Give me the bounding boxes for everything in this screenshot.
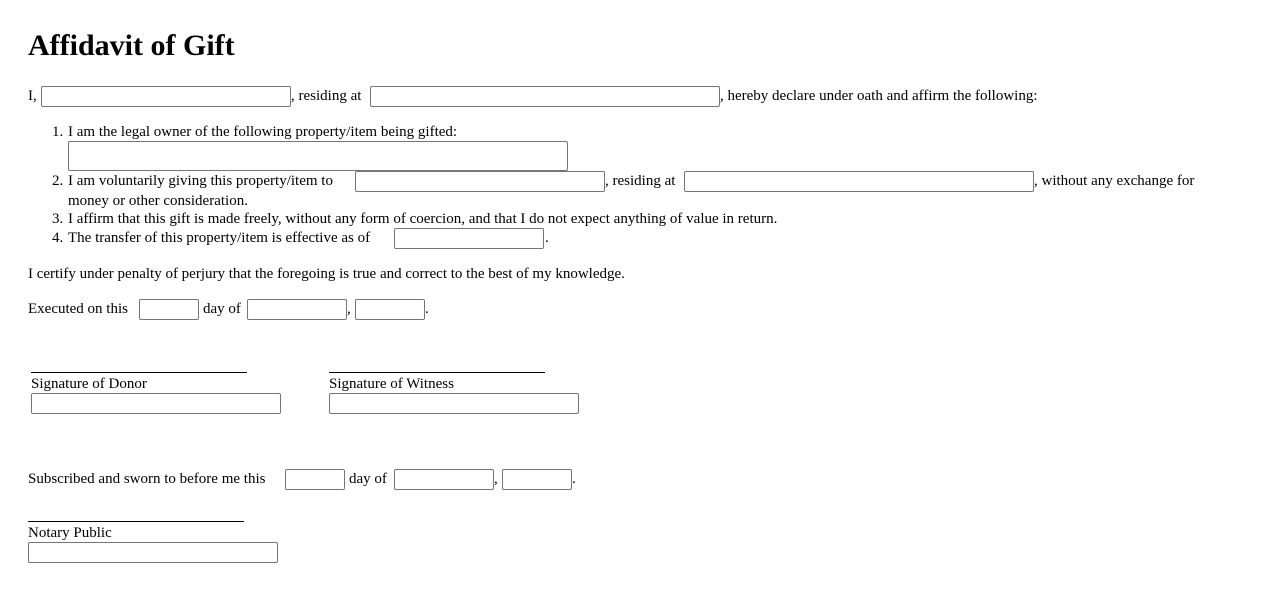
sworn-day-of: day of xyxy=(349,471,387,487)
witness-signature-line xyxy=(329,372,545,373)
notary-signature-input[interactable] xyxy=(28,542,278,563)
item-2-number: 2. xyxy=(52,173,64,189)
item-2-text-c: , without any exchange for xyxy=(1034,173,1195,189)
property-input[interactable] xyxy=(68,141,568,171)
executed-end: . xyxy=(425,301,429,317)
sworn-year-input[interactable] xyxy=(502,469,572,490)
sworn-comma: , xyxy=(494,471,498,487)
executed-day-of: day of xyxy=(203,301,241,317)
witness-signature-label: Signature of Witness xyxy=(329,376,454,392)
effective-date-input[interactable] xyxy=(394,228,544,249)
witness-signature-input[interactable] xyxy=(329,393,579,414)
intro-prefix: I, xyxy=(28,88,37,104)
item-1-number: 1. xyxy=(52,124,64,140)
sworn-end: . xyxy=(572,471,576,487)
page-title: Affidavit of Gift xyxy=(28,29,235,62)
recipient-address-input[interactable] xyxy=(684,171,1034,192)
item-2-text-b: , residing at xyxy=(605,173,676,189)
donor-name-input[interactable] xyxy=(41,86,291,107)
donor-address-input[interactable] xyxy=(370,86,720,107)
notary-label: Notary Public xyxy=(28,525,112,541)
executed-day-input[interactable] xyxy=(139,299,199,320)
item-4-end: . xyxy=(545,230,549,246)
executed-comma: , xyxy=(347,301,351,317)
item-2-text-d: money or other consideration. xyxy=(68,193,248,209)
executed-month-input[interactable] xyxy=(247,299,347,320)
item-3-number: 3. xyxy=(52,211,64,227)
sworn-month-input[interactable] xyxy=(394,469,494,490)
intro-suffix: , hereby declare under oath and affirm the following: xyxy=(720,88,1038,104)
item-2-text-a: I am voluntarily giving this property/item to xyxy=(68,173,333,189)
item-1-text: I am the legal owner of the following property/item being gifted: xyxy=(68,124,458,140)
certify-statement: I certify under penalty of perjury that the foregoing is true and correct to the best of my knowledge. xyxy=(28,266,625,282)
donor-signature-label: Signature of Donor xyxy=(31,376,147,392)
recipient-name-input[interactable] xyxy=(355,171,605,192)
item-4-text: The transfer of this property/item is effective as of xyxy=(68,230,371,246)
sworn-prefix: Subscribed and sworn to before me this xyxy=(28,471,266,487)
donor-signature-line xyxy=(31,372,247,373)
intro-residing-text: , residing at xyxy=(291,88,362,104)
item-3-text: I affirm that this gift is made freely, without any form of coercion, and that I do not expect anything of value in return. xyxy=(68,211,778,227)
executed-year-input[interactable] xyxy=(355,299,425,320)
notary-signature-line xyxy=(28,521,244,522)
donor-signature-input[interactable] xyxy=(31,393,281,414)
item-4-number: 4. xyxy=(52,230,64,246)
executed-prefix: Executed on this xyxy=(28,301,128,317)
sworn-day-input[interactable] xyxy=(285,469,345,490)
